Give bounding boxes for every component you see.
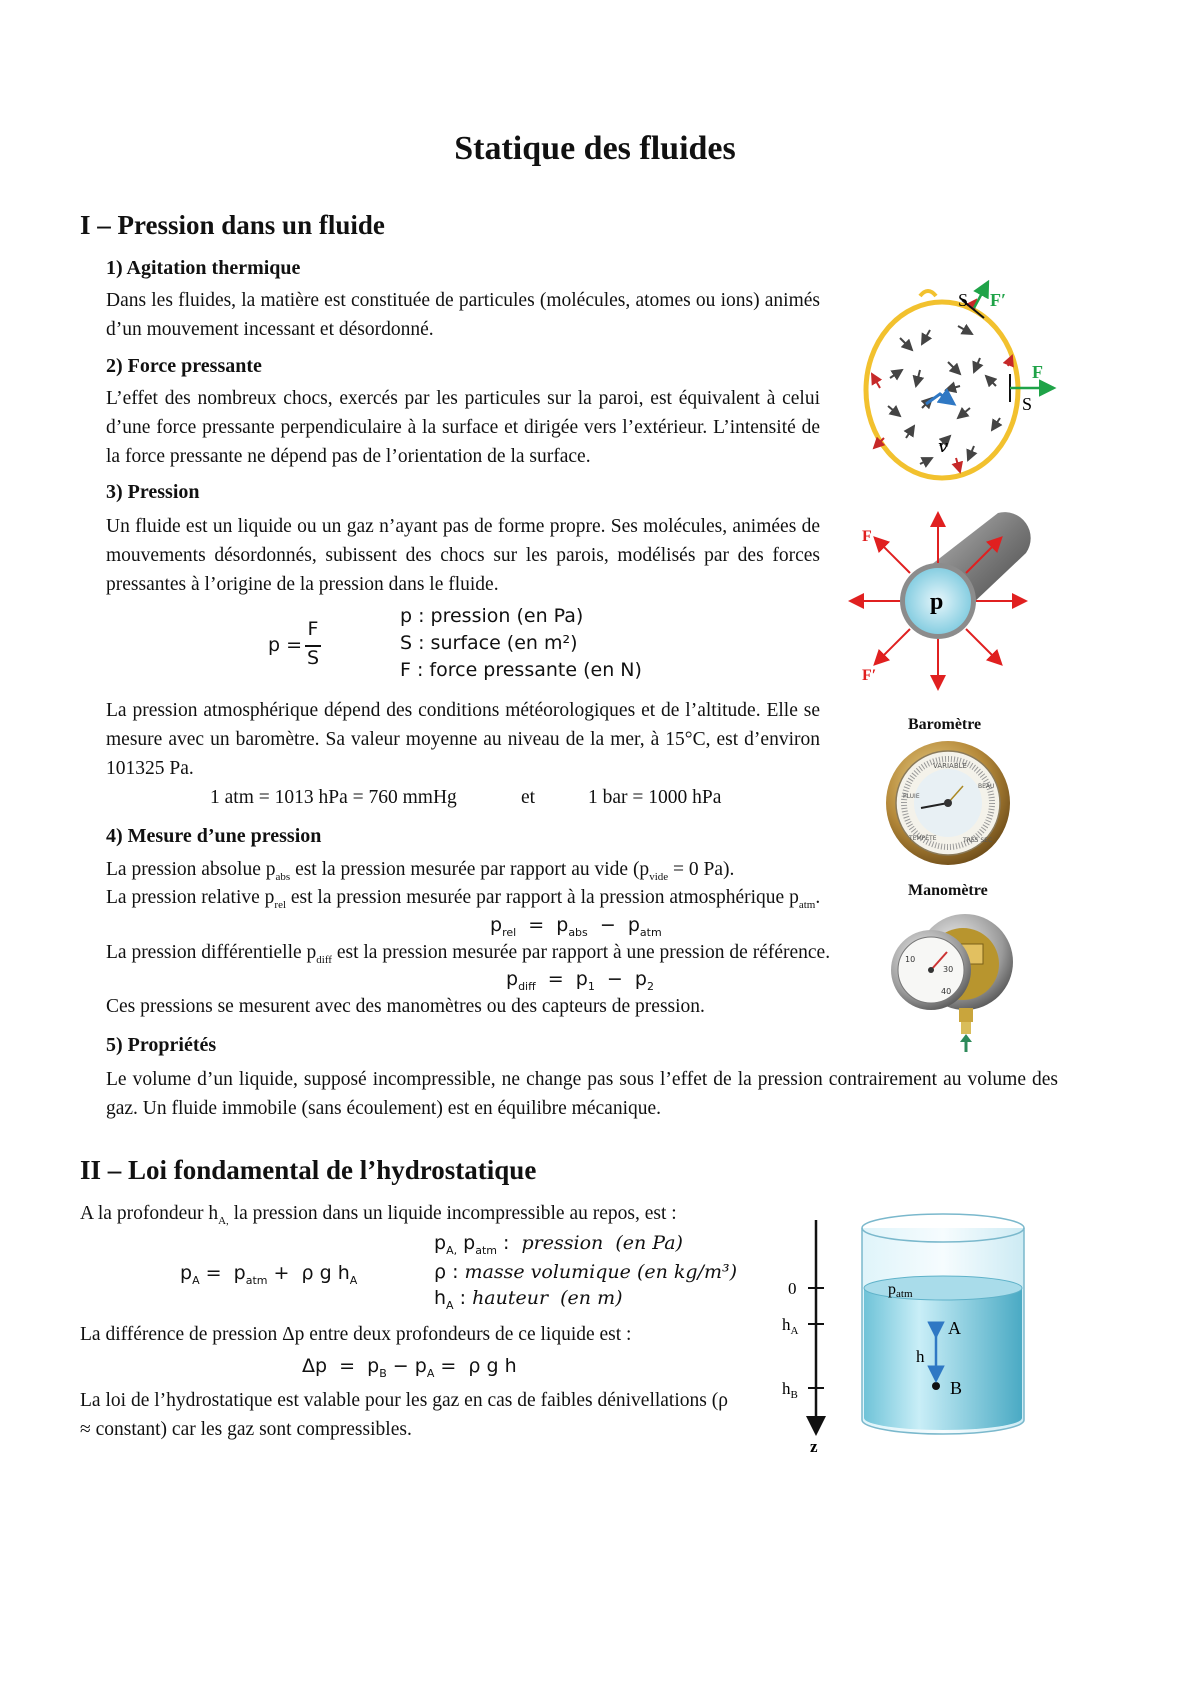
hydrostatic-law: $p_A = p_{atm} + \rho$ g $h_A$	[180, 1262, 358, 1287]
svg-text:PLUIE: PLUIE	[903, 793, 920, 800]
svg-text:A: A	[948, 1318, 961, 1338]
sub-3-heading: 3) Pression	[106, 481, 200, 503]
barometer-caption: Baromètre	[908, 716, 982, 733]
svg-text:h: h	[916, 1347, 925, 1366]
section-1-heading: I – Pression dans un fluide	[80, 210, 385, 240]
svg-text:F: F	[1032, 362, 1043, 382]
inlet-arrow-icon	[960, 1034, 972, 1042]
legend-p: p : pression (en Pa)	[400, 605, 584, 627]
sub-1-heading: 1) Agitation thermique	[106, 257, 301, 279]
sub-2-text: L’effet des nombreux chocs, exercés par les particules sur la paroi, est équivalent à celui d’une force pressante perpendiculaire à la surface et dirigée vers l’extérieur. L’intensité de la force pressante ne dépend pas de l’orientation de la surface.	[106, 388, 820, 467]
svg-text:hB: $h_B$	[782, 1379, 798, 1401]
manometer-figure	[885, 904, 1015, 1056]
cylinder-water	[864, 1288, 1022, 1430]
sub-3-text: Un fluide est un liquide ou un gaz n’ayant pas de forme propre. Ses molécules, animées de mouvements désordonnés, subissent des chocs sur les parois, modélisés par des forces pressantes à l’origine de la pression dans le fluide.	[106, 516, 820, 595]
hydro-intro: A la profondeur $h_{A,}$ la pression dans un liquide incompressible au repos, est :	[80, 1203, 677, 1227]
section-2-heading: II – Loi fondamental de l’hydrostatique	[80, 1155, 537, 1185]
gas-validity-text: La loi de l’hydrostatique est valable pour les gaz en cas de faibles dénivellations (ρ ≈ constant) car les gaz sont compressibles.	[80, 1390, 728, 1440]
absolute-pressure-text: La pression absolue $p_{abs}$ est la pression mesurée par rapport au vide ($p_{vide} = 0$ Pa).	[106, 859, 735, 883]
svg-text:F′: F′	[990, 290, 1007, 310]
relative-pressure-formula: $p_{rel} = p_{abs} - p_{atm}$	[490, 914, 662, 939]
sub-5-heading: 5) Propriétés	[106, 1034, 217, 1056]
svg-text:B: B	[950, 1378, 963, 1398]
manometer-caption: Manomètre	[908, 882, 988, 899]
sub-1-text: Dans les fluides, la matière est constituée de particules (molécules, atomes ou ions) animés d’un mouvement incessant et désordonné.	[106, 290, 820, 340]
differential-pressure-text: La pression différentielle $p_{diff}$ est la pression mesurée par rapport à une pression de référence.	[106, 942, 831, 966]
svg-text:BEAU: BEAU	[978, 783, 995, 790]
svg-text:0: 0	[788, 1279, 797, 1298]
point-a	[932, 1322, 940, 1330]
svg-text:VARIABLE: VARIABLE	[933, 762, 967, 770]
units-et: et	[521, 787, 536, 808]
point-b	[932, 1382, 940, 1390]
sub-5-text: Le volume d’un liquide, supposé incompressible, ne change pas sous l’effet de la pression contrairement au volume des gaz. Un fluide immobile (sans écoulement) est en équilibre mécanique.	[106, 1069, 1058, 1119]
svg-text:S: S	[958, 290, 969, 310]
svg-text:30: 30	[943, 965, 954, 974]
force-arrow-1	[974, 282, 988, 308]
svg-text:F′: F′	[862, 667, 877, 684]
hydro-legend-3: $h_A$ : hauteur (en m)	[434, 1287, 623, 1312]
svg-text:40: 40	[941, 987, 952, 996]
thermal-agitation-figure	[860, 278, 1060, 490]
pressure-difference-text: La différence de pression Δp entre deux profondeurs de ce liquide est :	[80, 1324, 632, 1345]
svg-text:F: F	[862, 528, 872, 545]
pressure-tube-figure	[848, 505, 1038, 695]
svg-text:10: 10	[905, 955, 916, 964]
sub-2-heading: 2) Force pressante	[106, 355, 262, 377]
manometer-text: Ces pressions se mesurent avec des manomètres ou des capteurs de pression.	[106, 996, 705, 1017]
differential-pressure-formula: $p_{diff} = p_1 - p_2$	[506, 968, 654, 993]
sub-4-heading: 4) Mesure d’une pression	[106, 825, 322, 847]
svg-text:z: z	[810, 1437, 818, 1456]
svg-text:S: S	[1022, 394, 1033, 414]
svg-text:v: v	[938, 436, 949, 457]
atm-text: La pression atmosphérique dépend des conditions météorologiques et de l’altitude. Elle se mesure avec un baromètre. Sa valeur moyenne au niveau de la mer, à 15°C, est d’environ 101325 Pa.	[106, 700, 820, 779]
legend-s: S : surface (en m²)	[400, 632, 578, 654]
units-1: 1 atm = 1013 hPa = 760 mmHg	[210, 787, 457, 808]
hydro-legend-2: ρ : masse volumique (en kg/m³)	[434, 1261, 737, 1283]
relative-pressure-text: La pression relative $p_{rel}$ est la pression mesurée par rapport à la pression atmosphérique $p_{atm}$.	[106, 887, 821, 911]
pressure-formula-lhs: p =	[268, 634, 303, 656]
svg-text:patm: patm	[888, 1281, 913, 1300]
svg-text:TRÈS SEC: TRÈS SEC	[963, 837, 993, 844]
svg-text:TEMPÊTE: TEMPÊTE	[909, 835, 937, 842]
legend-f: F : force pressante (en N)	[400, 659, 642, 681]
svg-text:p: p	[930, 589, 944, 615]
page-title: Statique des fluides	[454, 130, 736, 167]
hydro-legend-1: $p_{A,}$ $p_{atm}$ : pression (en Pa)	[434, 1232, 683, 1257]
units-2: 1 bar = 1000 hPa	[588, 787, 722, 808]
pressure-formula-numerator: F	[307, 618, 319, 640]
hydrostatic-cylinder-figure	[774, 1212, 1044, 1462]
svg-text:hA: $h_A$	[782, 1315, 799, 1337]
pressure-formula-denominator: S	[306, 647, 320, 669]
pressure-difference-formula: $\Delta p = p_B - p_A = \rho$ g h	[302, 1355, 517, 1380]
barometer-figure	[883, 738, 1013, 868]
